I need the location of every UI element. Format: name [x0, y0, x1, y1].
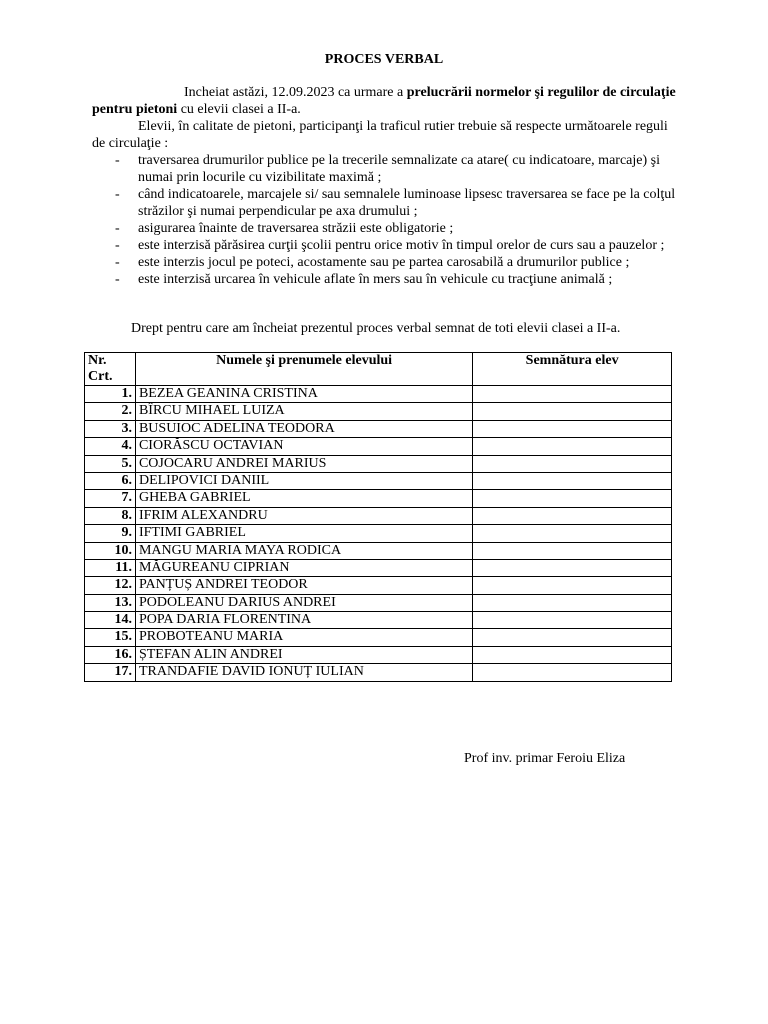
table-row [85, 403, 672, 420]
student-name: IFRIM ALEXANDRU [135, 507, 472, 524]
row-number: 4. [85, 438, 136, 455]
rule-item [92, 254, 682, 271]
student-name: BEZEA GEANINA CRISTINA [135, 386, 472, 403]
signature-cell[interactable] [473, 507, 672, 524]
rule-item [92, 186, 682, 220]
student-name: MĂGUREANU CIPRIAN [135, 559, 472, 576]
table-row [85, 438, 672, 455]
intro-start: Incheiat astăzi, 12.09.2023 ca urmare a [184, 85, 407, 100]
rule-item [92, 152, 682, 186]
intro-section [92, 84, 682, 152]
row-number: 2. [85, 403, 136, 420]
rule-text: când indicatoarele, marcajele si/ sau semnalele luminoase lipsesc traversarea se face pe la colţul străzilor şi numai perpendicular pe axa drumului ; [138, 187, 676, 219]
student-name: PANȚUȘ ANDREI TEODOR [135, 577, 472, 594]
row-number: 9. [85, 525, 136, 542]
rule-text: este interzisă urcarea în vehicule aflate în mers sau în vehicule cu tracţiune animală ; [138, 272, 613, 287]
student-name: PODOLEANU DARIUS ANDREI [135, 594, 472, 611]
signature-cell[interactable] [473, 386, 672, 403]
student-name: BUSUIOC ADELINA TEODORA [135, 420, 472, 437]
student-name: CIORĂSCU OCTAVIAN [135, 438, 472, 455]
signature-cell[interactable] [473, 559, 672, 576]
student-name: POPA DARIA FLORENTINA [135, 612, 472, 629]
student-name: BÎRCU MIHAEL LUIZA [135, 403, 472, 420]
table-row [85, 490, 672, 507]
signature-cell[interactable] [473, 629, 672, 646]
row-number: 1. [85, 386, 136, 403]
student-name: ȘTEFAN ALIN ANDREI [135, 646, 472, 663]
row-number: 11. [85, 559, 136, 576]
table-row [85, 559, 672, 576]
table-row [85, 594, 672, 611]
row-number: 3. [85, 420, 136, 437]
signature-cell[interactable] [473, 577, 672, 594]
row-number: 15. [85, 629, 136, 646]
student-name: MANGU MARIA MAYA RODICA [135, 542, 472, 559]
signature-cell[interactable] [473, 664, 672, 681]
signature-cell[interactable] [473, 525, 672, 542]
header-signature: Semnătura elev [473, 353, 672, 386]
row-number: 16. [85, 646, 136, 663]
rule-text: este interzisă părăsirea curţii şcolii pentru orice motiv în timpul orelor de curs sau a pauzelor ; [138, 238, 665, 253]
table-row [85, 525, 672, 542]
signature-cell[interactable] [473, 612, 672, 629]
rule-text: este interzis jocul pe poteci, acostamente sau pe partea carosabilă a drumurilor publice ; [138, 255, 630, 270]
student-name: COJOCARU ANDREI MARIUS [135, 455, 472, 472]
rule-text: asigurarea înainte de traversarea străzii este obligatorie ; [138, 221, 454, 236]
table-row [85, 577, 672, 594]
row-number: 10. [85, 542, 136, 559]
row-number: 5. [85, 455, 136, 472]
row-number: 13. [85, 594, 136, 611]
table-row [85, 664, 672, 681]
row-number: 12. [85, 577, 136, 594]
signature-cell[interactable] [473, 455, 672, 472]
table-row [85, 629, 672, 646]
rules-list [92, 152, 682, 288]
student-name: PROBOTEANU MARIA [135, 629, 472, 646]
document-title: PROCES VERBAL [324, 52, 444, 67]
row-number: 14. [85, 612, 136, 629]
table-row [85, 455, 672, 472]
row-number: 6. [85, 472, 136, 489]
table-row [85, 386, 672, 403]
student-name: IFTIMI GABRIEL [135, 525, 472, 542]
closing-statement: Drept pentru care am încheiat prezentul proces verbal semnat de toti elevii clasei a II-a. [131, 321, 621, 336]
table-row [85, 646, 672, 663]
row-number: 8. [85, 507, 136, 524]
rule-item [92, 220, 682, 237]
table-row [85, 420, 672, 437]
signature-cell[interactable] [473, 490, 672, 507]
table-row [85, 542, 672, 559]
table-row [85, 507, 672, 524]
list-dash: - [115, 153, 120, 168]
list-dash: - [115, 187, 120, 202]
student-signature-table [84, 352, 672, 682]
signature-cell[interactable] [473, 472, 672, 489]
teacher-signature-line: Prof inv. primar Feroiu Eliza [464, 751, 626, 766]
table-header-row [85, 353, 672, 386]
list-dash: - [115, 272, 120, 287]
row-number: 17. [85, 664, 136, 681]
student-name: GHEBA GABRIEL [135, 490, 472, 507]
student-name: TRANDAFIE DAVID IONUȚ IULIAN [135, 664, 472, 681]
list-dash: - [115, 238, 120, 253]
signature-cell[interactable] [473, 594, 672, 611]
signature-cell[interactable] [473, 542, 672, 559]
signature-cell[interactable] [473, 438, 672, 455]
signature-cell[interactable] [473, 403, 672, 420]
rule-item [92, 237, 682, 254]
signature-cell[interactable] [473, 646, 672, 663]
student-name: DELIPOVICI DANIIL [135, 472, 472, 489]
table-row [85, 472, 672, 489]
table-row [85, 612, 672, 629]
signature-cell[interactable] [473, 420, 672, 437]
intro-bold-subject: prelucrării normelor şi regulilor de circulaţie pentru pietoni [92, 85, 676, 117]
intro-end: cu elevii clasei a II-a. [177, 102, 301, 117]
header-nr-crt: Nr. Crt. [85, 353, 136, 386]
intro-paragraph [92, 84, 682, 118]
list-dash: - [115, 255, 120, 270]
row-number: 7. [85, 490, 136, 507]
rule-text: traversarea drumurilor publice pe la trecerile semnalizate ca atare( cu indicatoare, marcaje) şi numai prin locurile cu vizibilitate maximă ; [138, 153, 660, 185]
header-student-name: Numele şi prenumele elevului [135, 353, 472, 386]
rule-item [92, 271, 682, 288]
rules-intro-paragraph: Elevii, în calitate de pietoni, participanţi la traficul rutier trebuie să respecte următoarele reguli de circulaţie : [92, 119, 668, 151]
list-dash: - [115, 221, 120, 236]
